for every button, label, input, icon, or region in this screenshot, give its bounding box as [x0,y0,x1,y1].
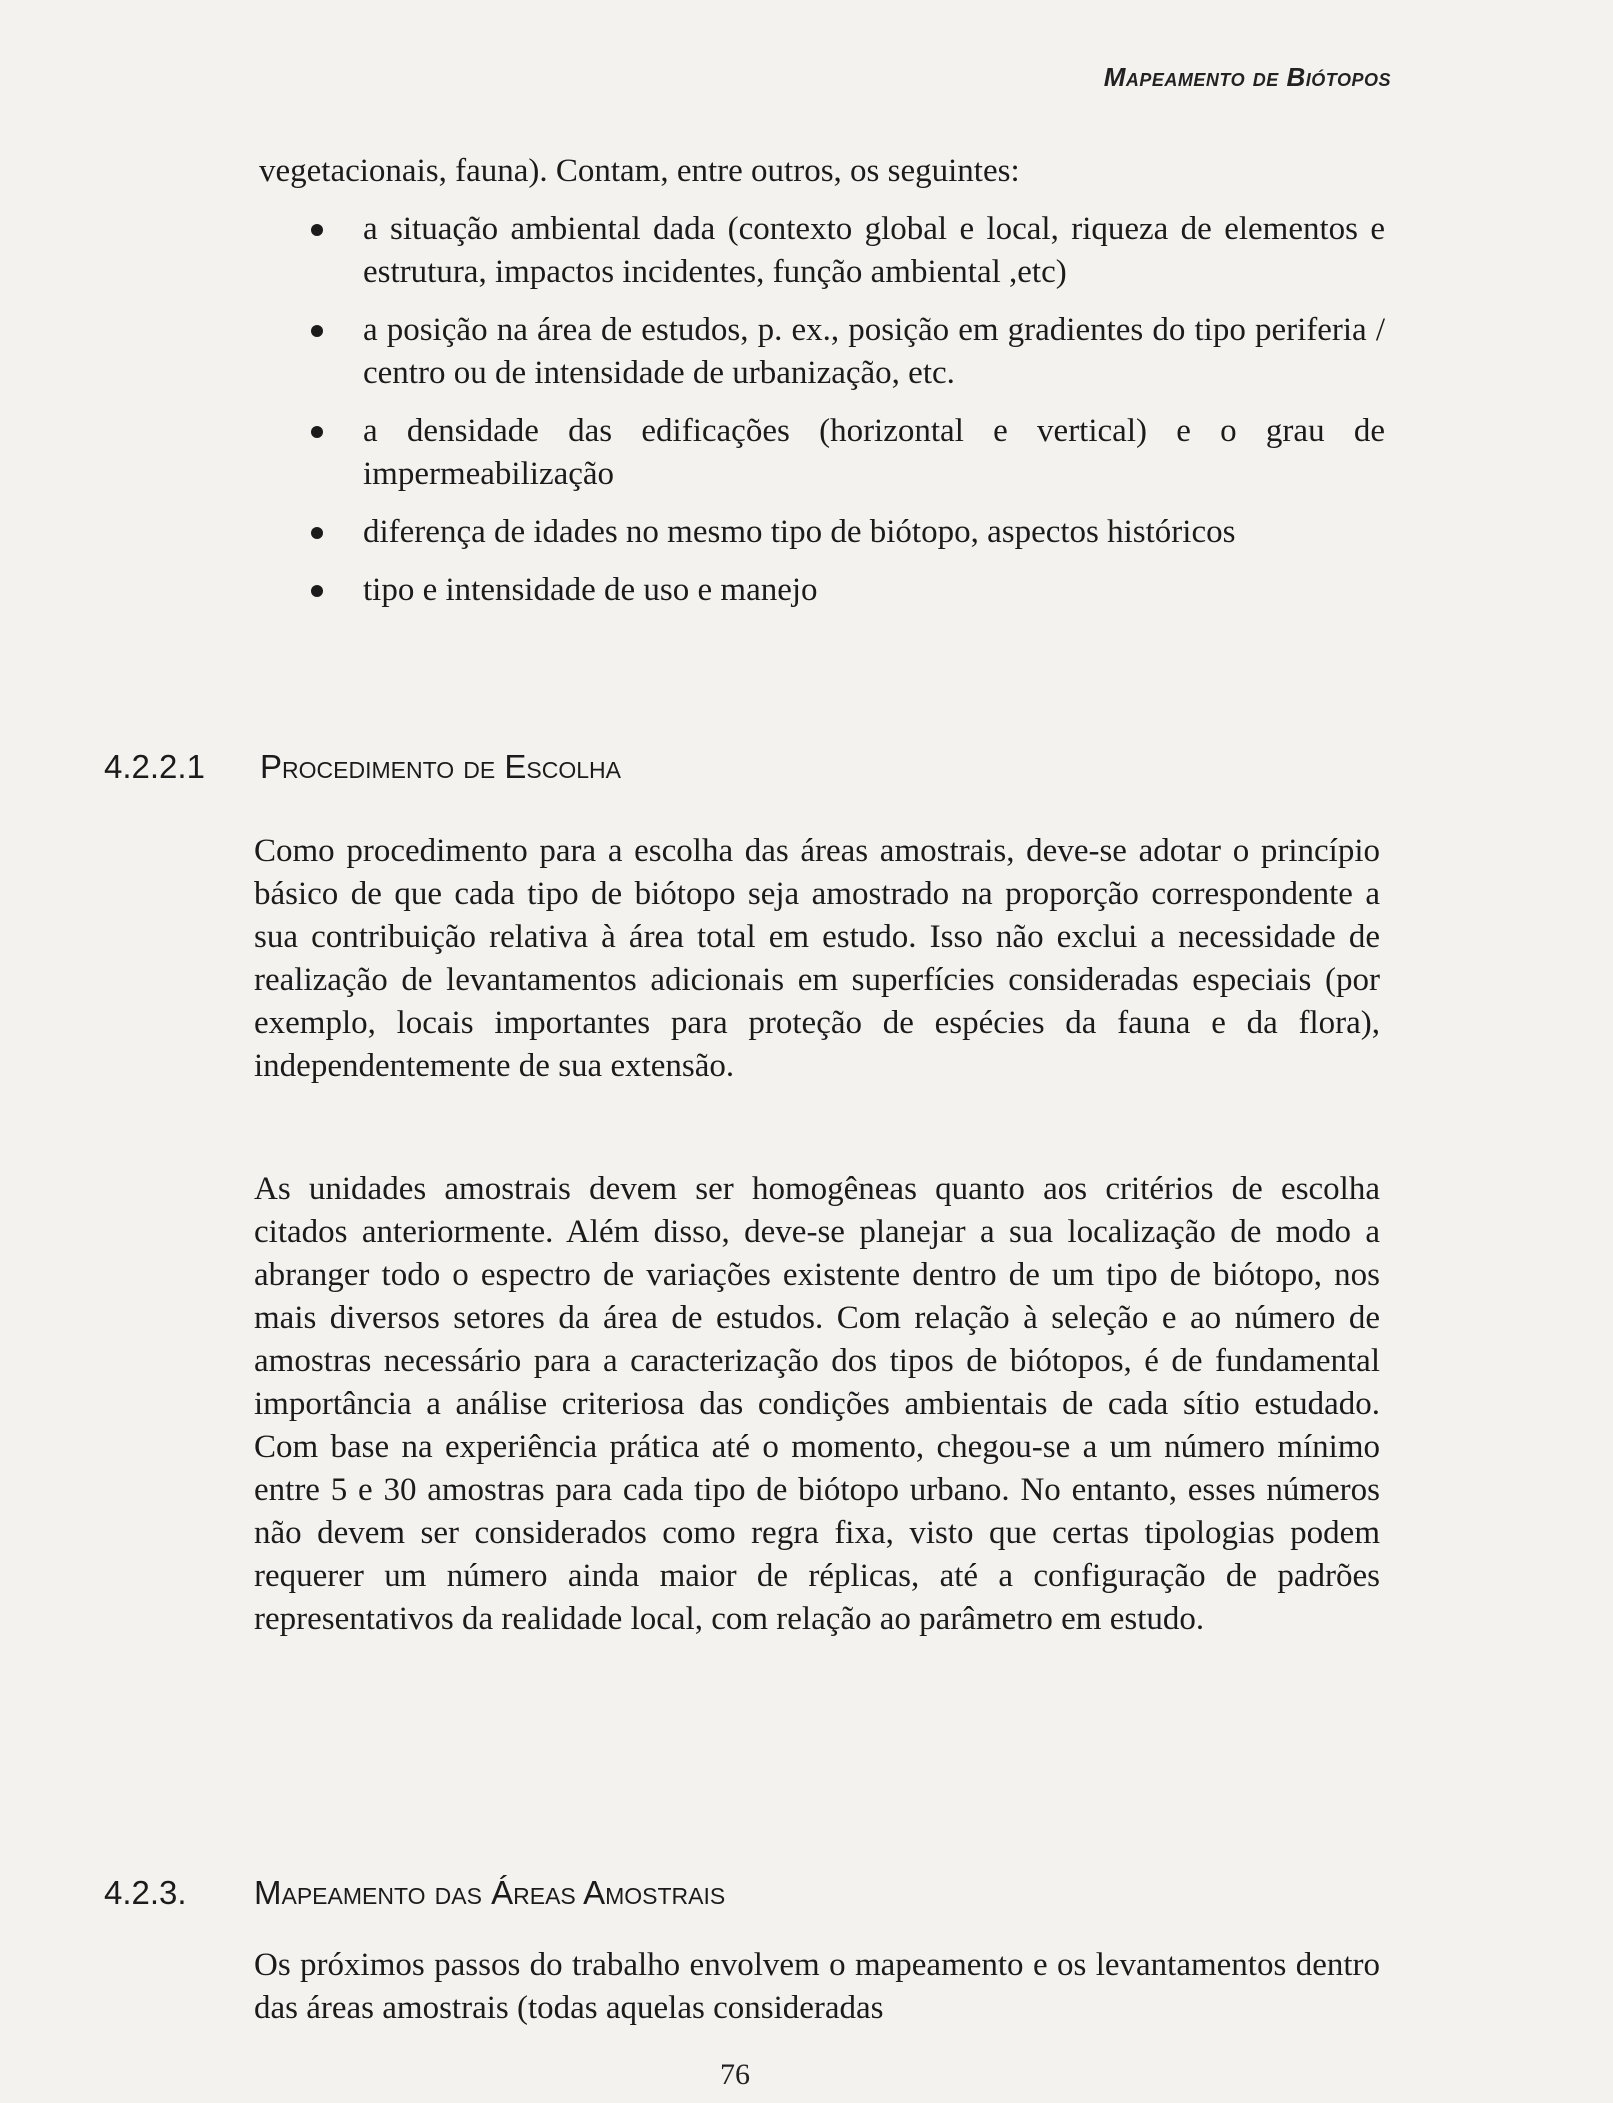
page-number: 76 [720,2058,750,2091]
paragraph: As unidades amostrais devem ser homogêneas quanto aos critérios de escolha citados anteriormente. Além disso, deve-se planejar a sua localização de modo a abranger todo o espectro de variações existente dentro de um tipo de biótopo, nos mais diversos setores da área de estudos. Com relação à seleção e ao número de amostras necessário para a caracterização dos tipos de biótopos, é de fundamental importância a análise criteriosa das condições ambientais de cada sítio estudado. Com base na experiência prática até o momento, chegou-se a um número mínimo entre 5 e 30 amostras para cada tipo de biótopo urbano. No entanto, esses números não devem ser considerados como regra fixa, visto que certas tipologias podem requerer um número ainda maior de réplicas, até a configuração de padrões representativos da realidade local, com relação ao parâmetro em estudo. [254,1171,1380,1637]
bullet-icon [311,426,323,438]
bullet-text: tipo e intensidade de uso e manejo [363,572,818,608]
section-number: 4.2.2.1 [104,748,205,785]
running-head: Mapeamento de Biótopos [1103,62,1391,92]
bullet-item [303,410,1385,496]
bullet-item [303,208,1385,294]
intro-line: vegetacionais, fauna). Contam, entre outros, os seguintes: [259,153,1020,189]
bullet-item [303,309,1385,395]
bullet-icon [311,585,323,597]
bullet-icon [311,224,323,236]
bullet-text: a densidade das edificações (horizontal e vertical) e o grau de impermeabilização [363,413,1385,492]
bullet-text: a posição na área de estudos, p. ex., posição em gradientes do tipo periferia / centro ou de intensidade de urbanização, etc. [363,312,1385,391]
paragraph: Os próximos passos do trabalho envolvem o mapeamento e os levantamentos dentro das áreas amostrais (todas aquelas consideradas [254,1947,1380,2026]
bullet-item [303,569,1385,612]
section-number: 4.2.3. [104,1874,187,1911]
section-title: Procedimento de Escolha [260,748,621,785]
section-title: Mapeamento das Áreas Amostrais [254,1874,726,1911]
bullet-text: diferença de idades no mesmo tipo de biótopo, aspectos históricos [363,514,1236,550]
bullet-item [303,511,1385,554]
bullet-icon [311,325,323,337]
section-heading-mapeamento [104,1874,725,1912]
bullet-icon [311,527,323,539]
section-heading-procedimento [104,748,621,786]
bullet-text: a situação ambiental dada (contexto global e local, riqueza de elementos e estrutura, impactos incidentes, função ambiental ,etc) [363,211,1385,290]
paragraph: Como procedimento para a escolha das áreas amostrais, deve-se adotar o princípio básico de que cada tipo de biótopo seja amostrado na proporção correspondente a sua contribuição relativa à área total em estudo. Isso não exclui a necessidade de realização de levantamentos adicionais em superfícies consideradas especiais (por exemplo, locais importantes para proteção de espécies da fauna e da flora), independentemente de sua extensão. [254,833,1380,1084]
bullet-list [303,208,1385,627]
